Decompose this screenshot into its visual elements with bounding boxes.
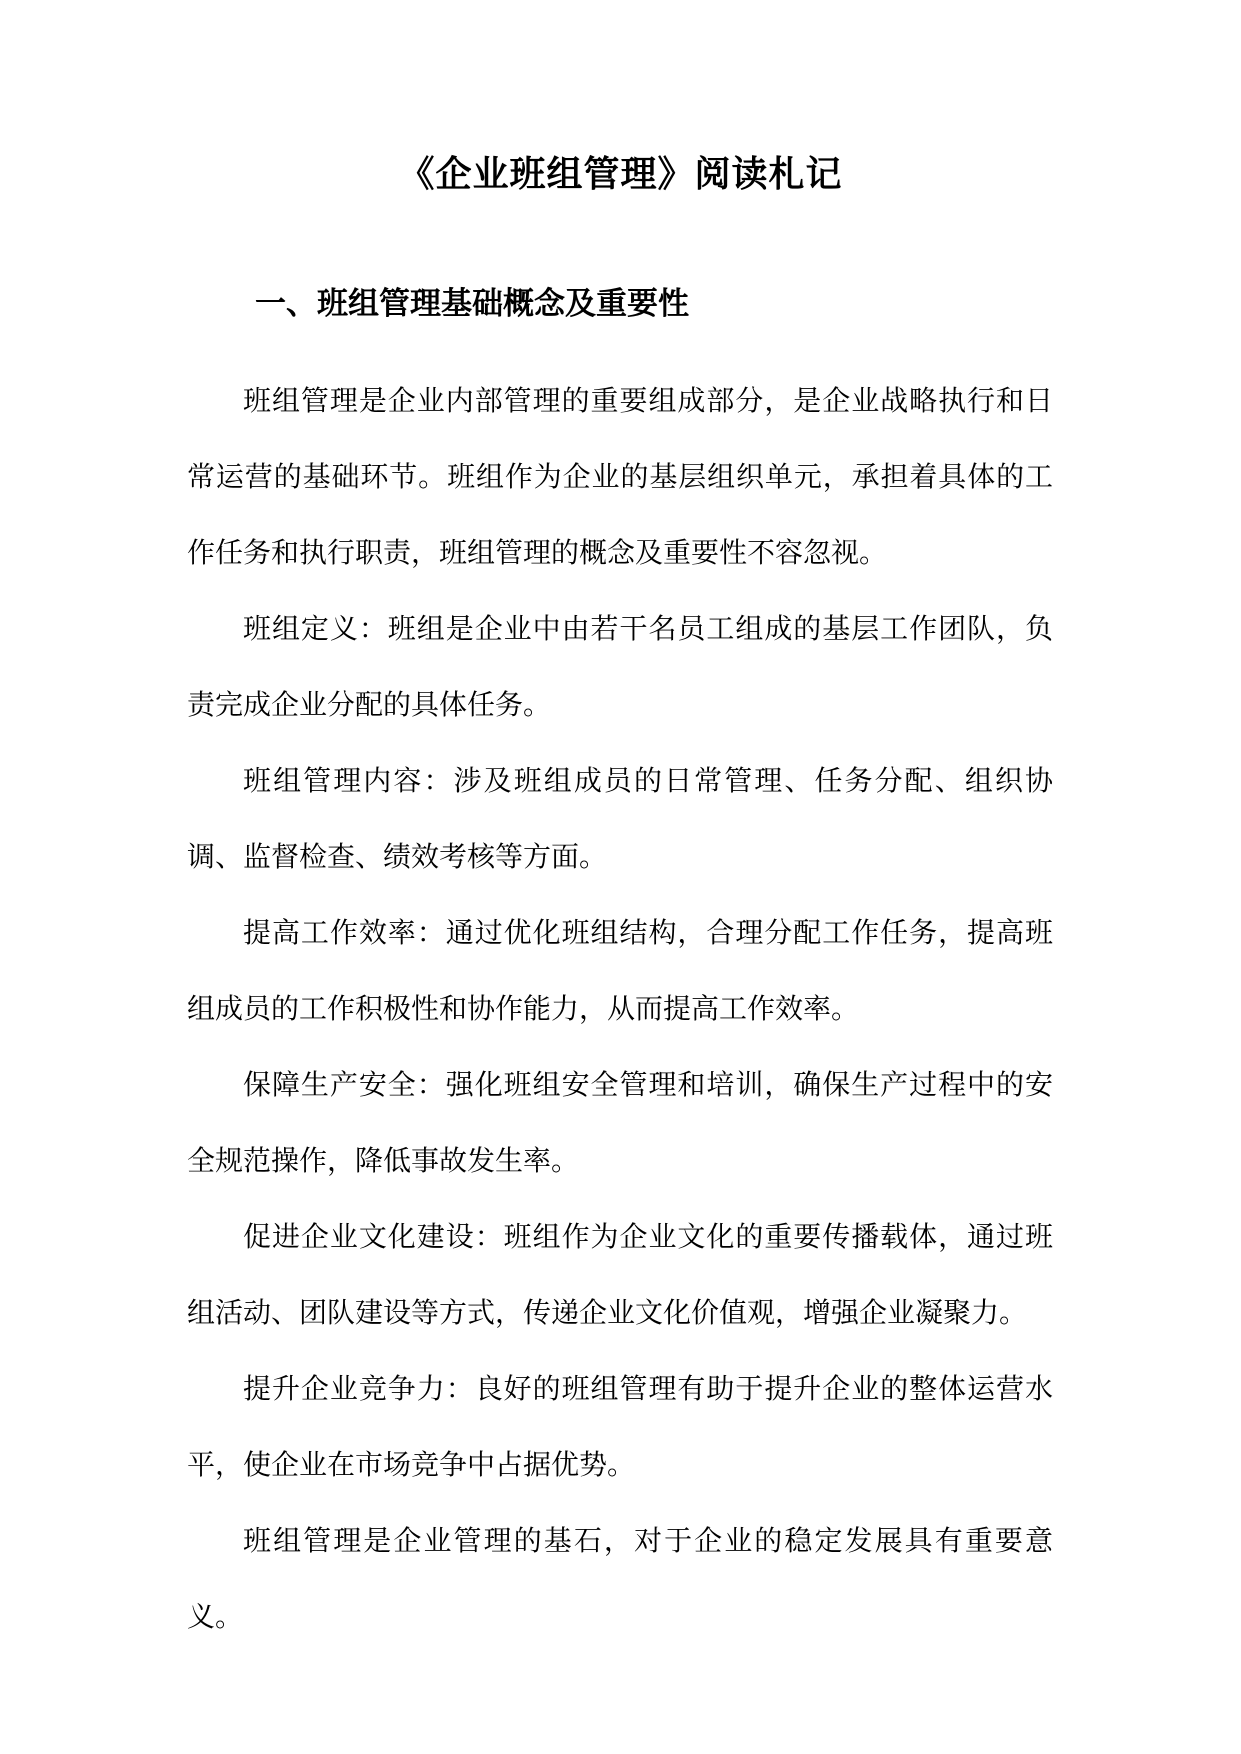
paragraph-safety: 保障生产安全：强化班组安全管理和培训，确保生产过程中的安全规范操作，降低事故发生率。 — [187, 1068, 1053, 1177]
paragraph-intro: 班组管理是企业内部管理的重要组成部分，是企业战略执行和日常运营的基础环节。班组作为企业的基层组织单元，承担着具体的工作任务和执行职责，班组管理的概念及重要性不容忽视。 — [187, 384, 1053, 569]
paragraph-conclusion: 班组管理是企业管理的基石，对于企业的稳定发展具有重要意义。 — [187, 1524, 1053, 1633]
paragraph-culture: 促进企业文化建设：班组作为企业文化的重要传播载体，通过班组活动、团队建设等方式，传递企业文化价值观，增强企业凝聚力。 — [187, 1220, 1053, 1329]
section-heading: 一、班组管理基础概念及重要性 — [255, 286, 689, 322]
paragraph-competitiveness: 提升企业竞争力：良好的班组管理有助于提升企业的整体运营水平，使企业在市场竞争中占据优势。 — [187, 1372, 1053, 1481]
paragraph-efficiency: 提高工作效率：通过优化班组结构，合理分配工作任务，提高班组成员的工作积极性和协作能力，从而提高工作效率。 — [187, 916, 1053, 1025]
paragraph-content: 班组管理内容：涉及班组成员的日常管理、任务分配、组织协调、监督检查、绩效考核等方面。 — [187, 764, 1053, 873]
document-title: 《企业班组管理》阅读札记 — [398, 153, 843, 195]
section-body — [187, 363, 1053, 1655]
paragraph-definition: 班组定义：班组是企业中由若干名员工组成的基层工作团队，负责完成企业分配的具体任务。 — [187, 612, 1053, 721]
